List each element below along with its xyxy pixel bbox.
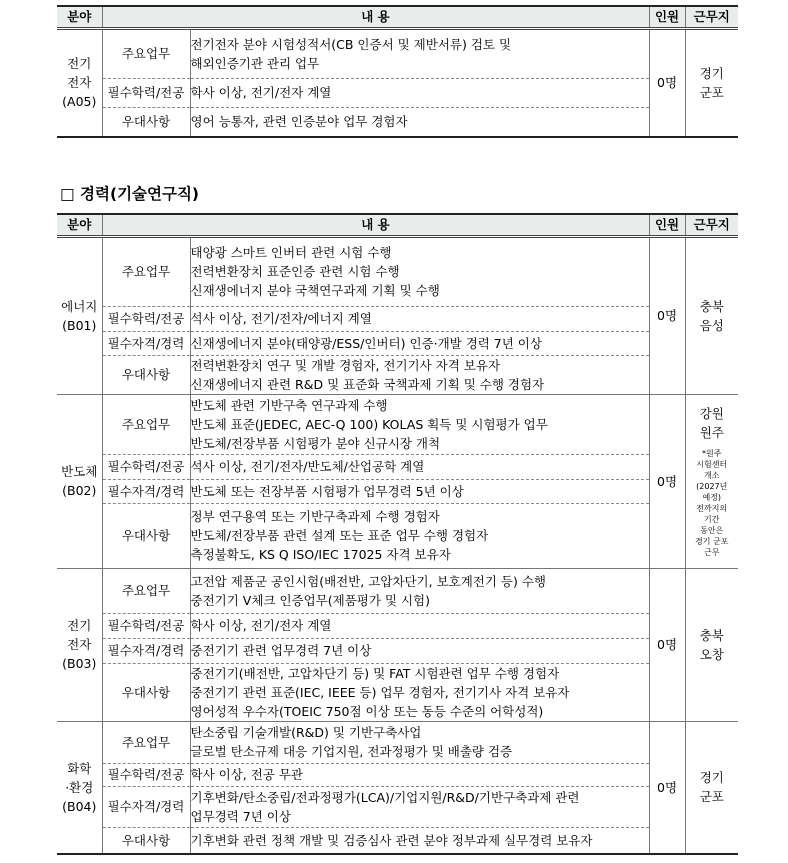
category-cell: 필수학력/전공 [102,454,190,479]
category-cell: 우대사항 [102,663,190,721]
field-cell: 전기 전자 (B03) [57,568,102,721]
section-title: □ 경력(기술연구직) [60,185,200,203]
content-cell [190,394,649,454]
content-line: 전기전자 분야 시험성적서(CB 인증서 및 제반서류) 검토 및 [190,36,512,52]
location-note: *원주 시험센터 개소 (2027년 예정) 전까지의 기간 동안은 경기 군포 근무 [695,449,729,557]
table-row [57,638,738,663]
content-cell [190,28,649,78]
table-row [57,613,738,638]
table-row [57,663,738,721]
table-row [57,786,738,827]
content-line: 석사 이상, 전기/전자/반도체/산업공학 계열 [190,459,425,474]
header-field: 분야 [57,214,102,236]
content-line: 신재생에너지 관련 R&D 및 표준화 국책과제 기획 및 수행 경험자 [190,376,545,392]
content-line: 신재생에너지 분야(태양광/ESS/인버터) 인증·개발 경력 7년 이상 [190,335,542,351]
location-text: 강원 원주 [699,406,724,440]
content-cell [190,638,649,663]
category-cell: 필수학력/전공 [102,613,190,638]
recruitment-table-b [57,213,738,855]
content-cell [190,355,649,394]
content-line: 해외인증기관 관리 업무 [190,55,320,71]
category-cell: 필수자격/경력 [102,479,190,503]
table-row [57,355,738,394]
recruitment-table-a [57,5,738,138]
headcount-cell: 0명 [649,28,685,137]
content-cell [190,763,649,786]
table-row [57,721,738,763]
content-line: 전력변환장치 연구 및 개발 경험자, 전기기사 자격 보유자 [190,357,501,373]
location-cell [685,28,738,137]
content-cell [190,503,649,568]
content-line: 반도체 관련 기반구축 연구과제 수행 [190,397,388,413]
field-cell: 에너지 (B01) [57,236,102,394]
content-cell [190,827,649,854]
category-cell: 우대사항 [102,503,190,568]
category-cell: 주요업무 [102,28,190,78]
content-line: 중전기기 V체크 인증업무(제품평가 및 시험) [190,592,430,608]
content-cell [190,107,649,137]
location-text: 충북 음성 [699,298,724,333]
content-line: 학사 이상, 전기/전자 계열 [190,618,332,633]
headcount-cell: 0명 [649,394,685,568]
content-cell [190,479,649,503]
category-cell: 우대사항 [102,827,190,854]
category-cell: 주요업무 [102,394,190,454]
category-cell: 필수자격/경력 [102,638,190,663]
location-text: 충북 오창 [699,627,724,662]
content-line: 업무경력 7년 이상 [190,808,291,824]
category-cell: 필수학력/전공 [102,306,190,331]
table-row [57,454,738,479]
table-row [57,236,738,306]
content-line: 영어 능통자, 관련 인증분야 업무 경험자 [190,114,408,130]
location-cell [685,568,738,721]
location-cell [685,721,738,854]
category-cell: 필수학력/전공 [102,763,190,786]
category-cell: 주요업무 [102,568,190,613]
content-line: 학사 이상, 전공 무관 [190,767,303,782]
category-cell: 필수자격/경력 [102,331,190,355]
content-cell [190,721,649,763]
field-cell: 반도체 (B02) [57,394,102,568]
category-cell: 주요업무 [102,236,190,306]
content-line: 학사 이상, 전기/전자 계열 [190,85,332,100]
location-text: 경기 군포 [699,770,724,805]
content-cell [190,613,649,638]
content-cell [190,454,649,479]
table-row [57,827,738,854]
content-line: 석사 이상, 전기/전자/에너지 계열 [190,311,372,326]
table-row [57,331,738,355]
table-row [57,568,738,613]
content-line: 탄소중립 기술개발(R&D) 및 기반구축사업 [190,725,422,740]
location-text: 경기 군포 [699,65,724,100]
content-line: 영어성적 우수자(TOEIC 750점 이상 또는 동등 수준의 어학성적) [190,703,544,719]
table-row [57,28,738,78]
content-line: 고전압 제품군 공인시험(배전반, 고압차단기, 보호계전기 등) 수행 [190,573,546,589]
table-row [57,107,738,137]
category-cell: 우대사항 [102,355,190,394]
content-line: 정부 연구용역 또는 기반구축과제 수행 경험자 [190,509,440,524]
table-row [57,479,738,503]
table-row [57,78,738,107]
content-cell [190,306,649,331]
content-line: 중전기기(배전반, 고압차단기 등) 및 FAT 시험관련 업무 수행 경험자 [190,665,560,681]
table-row [57,306,738,331]
content-line: 신재생에너지 분야 국책연구과제 기획 및 수행 [190,283,440,298]
content-cell [190,786,649,827]
header-content: 내 용 [102,214,649,236]
content-line: 기후변화 관련 정책 개발 및 검증심사 관련 분야 정부과제 실무경력 보유자 [190,832,593,848]
headcount-cell: 0명 [649,236,685,394]
content-line: 측정불확도, KS Q ISO/IEC 17025 자격 보유자 [190,547,451,562]
field-cell: 화학 ·환경 (B04) [57,721,102,854]
field-cell: 전기 전자 (A05) [57,28,102,137]
content-line: 중전기기 관련 업무경력 7년 이상 [190,643,372,658]
headcount-cell: 0명 [649,721,685,854]
content-line: 반도체 표준(JEDEC, AEC-Q 100) KOLAS 획득 및 시험평가 업무 [190,416,548,432]
table-row [57,394,738,454]
content-line: 기후변화/탄소중립/전과정평가(LCA)/기업지원/R&D/기반구축과제 관련 [190,789,580,805]
content-line: 중전기기 관련 표준(IEC, IEEE 등) 업무 경험자, 전기기사 자격 보유자 [190,684,570,700]
content-line: 전력변환장치 표준인증 관련 시험 수행 [190,264,400,279]
content-cell [190,331,649,355]
content-line: 태양광 스마트 인버터 관련 시험 수행 [190,245,392,260]
location-cell [685,394,738,568]
header-content: 내 용 [102,6,649,28]
content-line: 반도체 또는 전장부품 시험평가 업무경력 5년 이상 [190,483,464,499]
content-line: 반도체/전장부품 시험평가 분야 신규시장 개척 [190,435,441,451]
category-cell: 우대사항 [102,107,190,137]
header-headcount: 인원 [649,214,685,236]
content-line: 반도체/전장부품 관련 설계 또는 표준 업무 수행 경험자 [190,528,489,543]
headcount-cell: 0명 [649,568,685,721]
category-cell: 필수자격/경력 [102,786,190,827]
category-cell: 필수학력/전공 [102,78,190,107]
table-row [57,503,738,568]
content-cell [190,663,649,721]
content-cell [190,568,649,613]
content-cell [190,78,649,107]
header-headcount: 인원 [649,6,685,28]
table-row [57,763,738,786]
location-cell [685,236,738,394]
content-line: 글로벌 탄소규제 대응 기업지원, 전과정평가 및 배출량 검증 [190,744,513,759]
category-cell: 주요업무 [102,721,190,763]
content-cell [190,236,649,306]
header-location: 근무지 [685,6,738,28]
header-field: 분야 [57,6,102,28]
header-location: 근무지 [685,214,738,236]
